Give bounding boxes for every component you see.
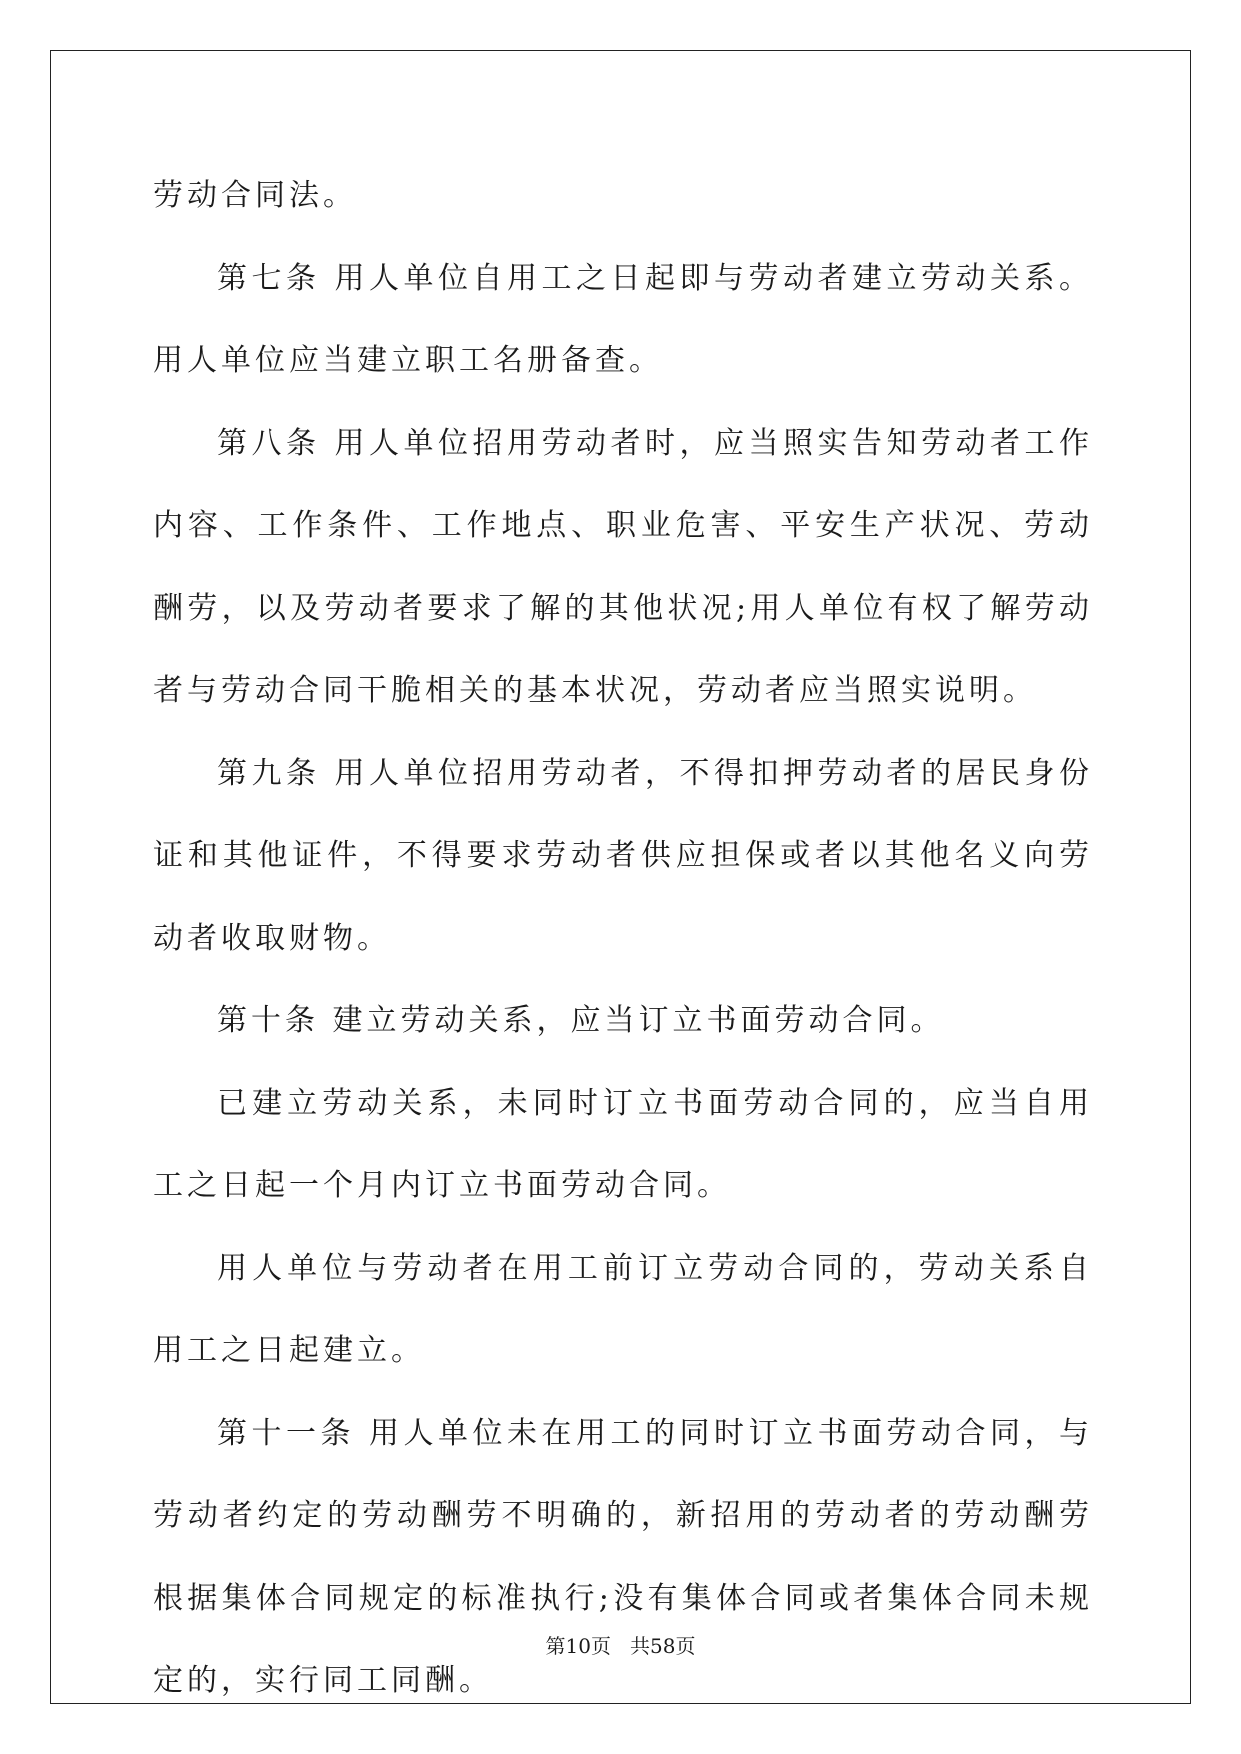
- page-total: 共58页: [630, 1634, 696, 1658]
- paragraph-0: 劳动合同法。: [153, 178, 357, 213]
- paragraph-article-10: 第十条 建立劳动关系，应当订立书面劳动合同。: [217, 1003, 945, 1038]
- page-footer: [0, 1630, 1241, 1659]
- paragraph-article-10-clause-2: 已建立劳动关系，未同时订立书面劳动合同的，应当自用工之日起一个月内订立书面劳动合同。: [153, 1085, 1093, 1203]
- paragraph-article-9: 第九条 用人单位招用劳动者，不得扣押劳动者的居民身份证和其他证件，不得要求劳动者供应担保或者以其他名义向劳动者收取财物。: [153, 755, 1093, 956]
- paragraph-article-8: 第八条 用人单位招用劳动者时，应当照实告知劳动者工作内容、工作条件、工作地点、职业危害、平安生产状况、劳动酬劳，以及劳动者要求了解的其他状况;用人单位有权了解劳动者与劳动合同干脆相关的基本状况，劳动者应当照实说明。: [153, 425, 1093, 708]
- page-number: 第10页: [545, 1634, 611, 1658]
- document-body: [153, 155, 1093, 1723]
- paragraph-article-7: 第七条 用人单位自用工之日起即与劳动者建立劳动关系。用人单位应当建立职工名册备查。: [153, 260, 1093, 378]
- paragraph-article-11: 第十一条 用人单位未在用工的同时订立书面劳动合同，与劳动者约定的劳动酬劳不明确的，新招用的劳动者的劳动酬劳根据集体合同规定的标准执行;没有集体合同或者集体合同未规定的，实行同工同酬。: [153, 1415, 1093, 1698]
- paragraph-article-10-clause-3: 用人单位与劳动者在用工前订立劳动合同的，劳动关系自用工之日起建立。: [153, 1250, 1093, 1368]
